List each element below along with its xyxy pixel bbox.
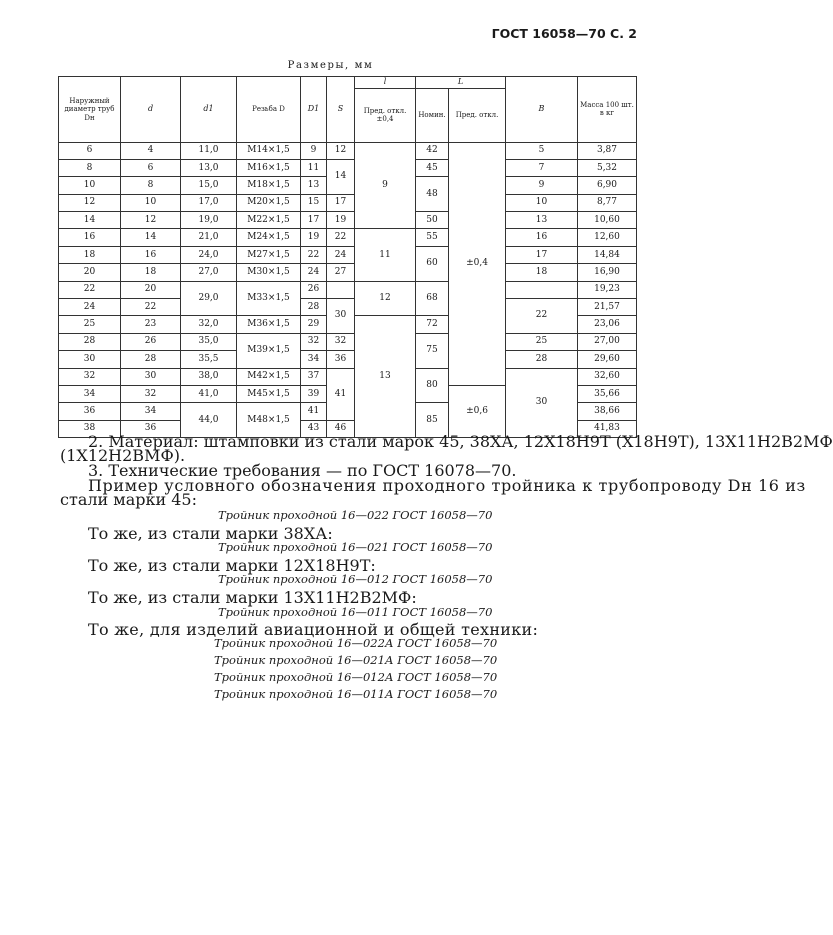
cell-L: 72 (416, 316, 449, 333)
cell-d1: 35,5 (181, 351, 237, 368)
table-row (59, 194, 637, 211)
header-thread: Резьба D (237, 77, 301, 143)
same-aviation: То же, для изделий авиационной и общей техники: (88, 620, 539, 639)
cell-mass: 23,06 (578, 316, 637, 333)
cell-dn: 6 (59, 142, 121, 159)
cell-d: 14 (121, 229, 181, 246)
note-material-line1: 2. Материал: штамповки из стали марок 45, 38ХА, 12Х18Н9Т (Х18Н9Т), 13Х11Н2В2МФ (88, 432, 833, 451)
designation-example: Тройник проходной 16—022 ГОСТ 16058—70 (218, 508, 493, 522)
designation-example: Тройник проходной 16—011 ГОСТ 16058—70 (218, 605, 493, 619)
cell-S: 30 (327, 299, 355, 334)
cell-D1: 37 (301, 368, 327, 385)
header-l-dev: Пред. откл. ±0,4 (355, 88, 416, 142)
cell-D1: 41 (301, 403, 327, 420)
example-intro-line1: Пример условного обозначения проходного тройника к трубопроводу Dн 16 из (88, 476, 806, 495)
cell-dn: 18 (59, 246, 121, 263)
table-row (59, 142, 637, 159)
cell-dn: 22 (59, 281, 121, 298)
cell-dn: 14 (59, 212, 121, 229)
cell-dn: 20 (59, 264, 121, 281)
cell-thread: М18×1,5 (237, 177, 301, 194)
designation-example: Тройник проходной 16—021А ГОСТ 16058—70 (214, 653, 498, 667)
cell-B: 9 (506, 177, 578, 194)
cell-dn: 34 (59, 385, 121, 402)
cell-dn: 16 (59, 229, 121, 246)
cell-thread: М20×1,5 (237, 194, 301, 211)
cell-d1: 29,0 (181, 281, 237, 316)
designation-example: Тройник проходной 16—022А ГОСТ 16058—70 (214, 636, 498, 650)
cell-S: 22 (327, 229, 355, 246)
cell-D1: 19 (301, 229, 327, 246)
cell-B: 25 (506, 333, 578, 350)
cell-B: 7 (506, 159, 578, 176)
cell-d: 20 (121, 281, 181, 298)
cell-mass: 6,90 (578, 177, 637, 194)
cell-l: 11 (355, 229, 416, 281)
cell-dn: 12 (59, 194, 121, 211)
cell-B: 10 (506, 194, 578, 211)
cell-B: 17 (506, 246, 578, 263)
cell-D1: 28 (301, 299, 327, 316)
cell-thread: М16×1,5 (237, 159, 301, 176)
cell-thread: М24×1,5 (237, 229, 301, 246)
cell-d: 36 (121, 420, 181, 437)
cell-S: 17 (327, 194, 355, 211)
cell-l: 9 (355, 142, 416, 229)
page-header: ГОСТ 16058—70 С. 2 (491, 26, 637, 41)
cell-d: 10 (121, 194, 181, 211)
same-steel-12x: То же, из стали марки 12Х18Н9Т: (88, 556, 376, 575)
cell-D1: 26 (301, 281, 327, 298)
example-intro-line2: стали марки 45: (60, 490, 197, 509)
cell-dn: 10 (59, 177, 121, 194)
cell-L: 80 (416, 368, 449, 403)
cell-mass: 38,66 (578, 403, 637, 420)
cell-D1: 34 (301, 351, 327, 368)
cell-L: 48 (416, 177, 449, 212)
table-row (59, 299, 637, 316)
table-row (59, 246, 637, 263)
cell-S: 14 (327, 159, 355, 194)
cell-D1: 29 (301, 316, 327, 333)
cell-L: 55 (416, 229, 449, 246)
cell-B: 16 (506, 229, 578, 246)
cell-L: 75 (416, 333, 449, 368)
cell-mass: 21,57 (578, 299, 637, 316)
cell-thread: М42×1,5 (237, 368, 301, 385)
cell-l: 13 (355, 316, 416, 438)
cell-d1: 11,0 (181, 142, 237, 159)
cell-d: 26 (121, 333, 181, 350)
cell-mass: 19,23 (578, 281, 637, 298)
cell-D1: 9 (301, 142, 327, 159)
cell-d1: 35,0 (181, 333, 237, 350)
cell-d1: 21,0 (181, 229, 237, 246)
table-row (59, 229, 637, 246)
cell-S: 12 (327, 142, 355, 159)
cell-S: 41 (327, 368, 355, 420)
cell-D1: 15 (301, 194, 327, 211)
header-B: B (506, 77, 578, 143)
header-l: l (355, 77, 416, 89)
cell-L: 50 (416, 212, 449, 229)
same-steel-38xa: То же, из стали марки 38ХА: (88, 524, 333, 543)
header-d1: d1 (181, 77, 237, 143)
cell-d: 22 (121, 299, 181, 316)
cell-d: 18 (121, 264, 181, 281)
cell-d1: 32,0 (181, 316, 237, 333)
cell-d1: 41,0 (181, 385, 237, 402)
cell-S: 19 (327, 212, 355, 229)
cell-thread: М45×1,5 (237, 385, 301, 402)
cell-D1: 24 (301, 264, 327, 281)
header-D1: D1 (301, 77, 327, 143)
cell-d1: 24,0 (181, 246, 237, 263)
cell-B: 30 (506, 368, 578, 438)
cell-D1: 32 (301, 333, 327, 350)
cell-thread: М22×1,5 (237, 212, 301, 229)
cell-thread: М39×1,5 (237, 333, 301, 368)
cell-L: 68 (416, 281, 449, 316)
table-row (59, 264, 637, 281)
cell-d1: 17,0 (181, 194, 237, 211)
cell-d1: 27,0 (181, 264, 237, 281)
cell-D1: 17 (301, 212, 327, 229)
cell-mass: 14,84 (578, 246, 637, 263)
designation-example: Тройник проходной 16—012 ГОСТ 16058—70 (218, 572, 493, 586)
cell-d: 8 (121, 177, 181, 194)
cell-D1: 11 (301, 159, 327, 176)
header-outer-diameter: Наружный диаметр труб Dн (59, 77, 121, 143)
cell-mass: 29,60 (578, 351, 637, 368)
cell-D1: 43 (301, 420, 327, 437)
cell-L: 85 (416, 403, 449, 438)
cell-mass: 8,77 (578, 194, 637, 211)
cell-dn: 25 (59, 316, 121, 333)
cell-thread: М14×1,5 (237, 142, 301, 159)
cell-S: 32 (327, 333, 355, 350)
cell-B: 5 (506, 142, 578, 159)
table-row (59, 159, 637, 176)
cell-S: 27 (327, 264, 355, 281)
cell-mass: 5,32 (578, 159, 637, 176)
cell-L: 60 (416, 246, 449, 281)
cell-dn: 28 (59, 333, 121, 350)
table-caption: Размеры, мм (287, 60, 374, 71)
table-row (59, 281, 637, 298)
cell-S: 46 (327, 420, 355, 437)
note-material-line2: (1Х12Н2ВМФ). (60, 446, 186, 465)
cell-thread: М33×1,5 (237, 281, 301, 316)
cell-mass: 10,60 (578, 212, 637, 229)
cell-mass: 35,66 (578, 385, 637, 402)
cell-L: 42 (416, 142, 449, 159)
cell-dn: 36 (59, 403, 121, 420)
header-mass: Масса 100 шт. в кг (578, 77, 637, 143)
cell-d1: 38,0 (181, 368, 237, 385)
cell-dn: 32 (59, 368, 121, 385)
cell-mass: 41,83 (578, 420, 637, 437)
cell-mass: 3,87 (578, 142, 637, 159)
cell-mass: 32,60 (578, 368, 637, 385)
cell-S: 24 (327, 246, 355, 263)
cell-D1: 13 (301, 177, 327, 194)
cell-mass: 12,60 (578, 229, 637, 246)
header-L: L (416, 77, 506, 89)
cell-d: 23 (121, 316, 181, 333)
cell-mass: 16,90 (578, 264, 637, 281)
cell-B: 22 (506, 299, 578, 334)
cell-l: 12 (355, 281, 416, 316)
cell-d1: 15,0 (181, 177, 237, 194)
dimensions-table (58, 76, 637, 438)
cell-mass: 27,00 (578, 333, 637, 350)
cell-d: 32 (121, 385, 181, 402)
cell-d: 34 (121, 403, 181, 420)
header-S: S (327, 77, 355, 143)
cell-dn: 30 (59, 351, 121, 368)
same-steel-13x: То же, из стали марки 13Х11Н2В2МФ: (88, 588, 417, 607)
cell-B: 13 (506, 212, 578, 229)
cell-d1: 44,0 (181, 403, 237, 438)
cell-thread: М27×1,5 (237, 246, 301, 263)
note-requirements: 3. Технические требования — по ГОСТ 16078—70. (88, 461, 517, 480)
cell-thread: М36×1,5 (237, 316, 301, 333)
designation-example: Тройник проходной 16—012А ГОСТ 16058—70 (214, 670, 498, 684)
cell-dn: 24 (59, 299, 121, 316)
cell-d: 12 (121, 212, 181, 229)
cell-d: 28 (121, 351, 181, 368)
header-L-dev: Пред. откл. (449, 88, 506, 142)
designation-example: Тройник проходной 16—011А ГОСТ 16058—70 (214, 687, 498, 701)
cell-L-dev: ±0,4 (449, 142, 506, 385)
table-row (59, 333, 637, 350)
header-d: d (121, 77, 181, 143)
cell-d1: 19,0 (181, 212, 237, 229)
cell-D1: 39 (301, 385, 327, 402)
cell-S: 36 (327, 351, 355, 368)
cell-L-dev: ±0,6 (449, 385, 506, 437)
table-row (59, 351, 637, 368)
cell-d: 4 (121, 142, 181, 159)
cell-d: 16 (121, 246, 181, 263)
cell-d: 6 (121, 159, 181, 176)
cell-dn: 38 (59, 420, 121, 437)
cell-d1: 13,0 (181, 159, 237, 176)
header-L-nom: Номин. (416, 88, 449, 142)
cell-D1: 22 (301, 246, 327, 263)
cell-thread: М48×1,5 (237, 403, 301, 438)
table-row (59, 368, 637, 385)
cell-B: 18 (506, 264, 578, 281)
designation-example: Тройник проходной 16—021 ГОСТ 16058—70 (218, 540, 493, 554)
cell-B: 28 (506, 351, 578, 368)
cell-dn: 8 (59, 159, 121, 176)
cell-L: 45 (416, 159, 449, 176)
cell-thread: М30×1,5 (237, 264, 301, 281)
cell-d: 30 (121, 368, 181, 385)
table-row (59, 212, 637, 229)
